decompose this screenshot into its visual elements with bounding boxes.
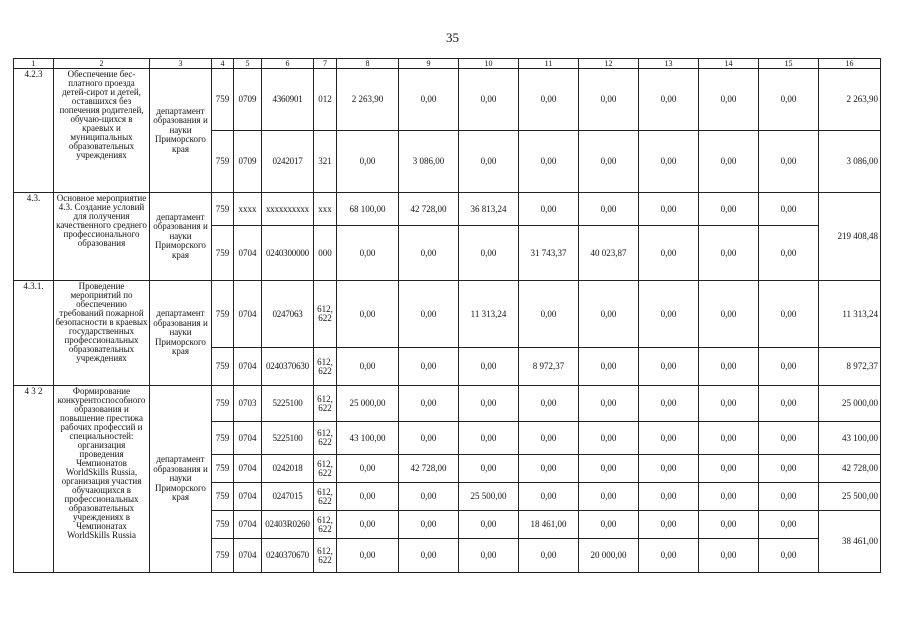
- cell-c6: 02403R0260: [262, 511, 314, 539]
- cell-c15: 0,00: [759, 455, 819, 483]
- cell-c9: 0,00: [399, 281, 459, 348]
- column-header: 11: [519, 59, 579, 69]
- cell-c4: 759: [212, 511, 234, 539]
- cell-c13: 0,00: [639, 69, 699, 131]
- column-header: 1: [14, 59, 54, 69]
- table-row: [14, 281, 881, 348]
- cell-c8: 43 100,00: [337, 422, 399, 455]
- cell-c14: 0,00: [699, 226, 759, 281]
- table-row: [14, 386, 881, 422]
- cell-c13: 0,00: [639, 281, 699, 348]
- cell-c6: 4360901: [262, 69, 314, 131]
- cell-c14: 0,00: [699, 69, 759, 131]
- cell-c10: 0,00: [459, 511, 519, 539]
- column-header: 9: [399, 59, 459, 69]
- cell-c6: хххххххххх: [262, 193, 314, 226]
- cell-c11: 31 743,37: [519, 226, 579, 281]
- cell-c7: 612, 622: [314, 483, 337, 511]
- cell-c9: 3 086,00: [399, 131, 459, 193]
- cell-c14: 0,00: [699, 193, 759, 226]
- cell-c5: 0704: [234, 226, 262, 281]
- cell-c12: 0,00: [579, 348, 639, 386]
- cell-c11: 18 461,00: [519, 511, 579, 539]
- cell-c16: 2 263,90: [819, 69, 881, 131]
- cell-c9: 0,00: [399, 539, 459, 573]
- cell-c6: 0240370630: [262, 348, 314, 386]
- table-row: [14, 69, 881, 131]
- cell-c14: 0,00: [699, 455, 759, 483]
- cell-c12: 0,00: [579, 422, 639, 455]
- cell-c5: 0709: [234, 131, 262, 193]
- cell-c8: 0,00: [337, 539, 399, 573]
- row-department: департамент образования и науки Приморского края: [150, 386, 212, 573]
- cell-c8: 2 263,90: [337, 69, 399, 131]
- cell-c9: 0,00: [399, 511, 459, 539]
- cell-c8: 0,00: [337, 226, 399, 281]
- cell-c4: 759: [212, 226, 234, 281]
- cell-c8: 0,00: [337, 511, 399, 539]
- cell-c15: 0,00: [759, 69, 819, 131]
- cell-c6: 5225100: [262, 422, 314, 455]
- cell-c5: 0704: [234, 511, 262, 539]
- cell-c15: 0,00: [759, 348, 819, 386]
- cell-c15: 0,00: [759, 422, 819, 455]
- cell-c13: 0,00: [639, 348, 699, 386]
- column-header: 14: [699, 59, 759, 69]
- cell-c5: хххх: [234, 193, 262, 226]
- cell-c7: 000: [314, 226, 337, 281]
- cell-c8: 0,00: [337, 455, 399, 483]
- cell-c6: 5225100: [262, 386, 314, 422]
- cell-c13: 0,00: [639, 511, 699, 539]
- cell-c12: 0,00: [579, 69, 639, 131]
- cell-c9: 42 728,00: [399, 193, 459, 226]
- cell-c16: 11 313,24: [819, 281, 881, 348]
- cell-c11: 8 972,37: [519, 348, 579, 386]
- row-id: 4.3.1.: [14, 281, 54, 386]
- cell-c8: 0,00: [337, 348, 399, 386]
- cell-c4: 759: [212, 69, 234, 131]
- row-description: Формирование конкурентоспособного образования и повышение престижа рабочих профессий и специальностей: организация проведения Чемпионатов WorldSkills Russia, организация участия обучающихся в профессиональных образовательных учреждениях в Чемпионатах WorldSkills Russia: [54, 386, 150, 573]
- cell-c10: 11 313,24: [459, 281, 519, 348]
- cell-c4: 759: [212, 455, 234, 483]
- cell-c12: 0,00: [579, 281, 639, 348]
- cell-c11: 0,00: [519, 131, 579, 193]
- cell-c12: 40 023,87: [579, 226, 639, 281]
- cell-c6: 0247063: [262, 281, 314, 348]
- row-id: 4 3 2: [14, 386, 54, 573]
- cell-c9: 0,00: [399, 422, 459, 455]
- cell-c6: 0242018: [262, 455, 314, 483]
- cell-c11: 0,00: [519, 69, 579, 131]
- column-header: 12: [579, 59, 639, 69]
- cell-c6: 0240300000: [262, 226, 314, 281]
- cell-c7: 012: [314, 69, 337, 131]
- column-header: 2: [54, 59, 150, 69]
- cell-c13: 0,00: [639, 483, 699, 511]
- cell-c15: 0,00: [759, 386, 819, 422]
- cell-c10: 25 500,00: [459, 483, 519, 511]
- cell-c7: 612, 622: [314, 386, 337, 422]
- cell-c10: 0,00: [459, 226, 519, 281]
- cell-c4: 759: [212, 281, 234, 348]
- cell-c4: 759: [212, 422, 234, 455]
- cell-c11: 0,00: [519, 193, 579, 226]
- row-id: 4.3.: [14, 193, 54, 281]
- cell-c5: 0704: [234, 539, 262, 573]
- row-department: департамент образования и науки Приморского края: [150, 193, 212, 281]
- cell-c5: 0704: [234, 422, 262, 455]
- column-header: 13: [639, 59, 699, 69]
- cell-c10: 0,00: [459, 386, 519, 422]
- cell-c15: 0,00: [759, 539, 819, 573]
- column-header: 7: [314, 59, 337, 69]
- cell-c8: 0,00: [337, 131, 399, 193]
- cell-c16: 43 100,00: [819, 422, 881, 455]
- cell-c13: 0,00: [639, 455, 699, 483]
- cell-c9: 0,00: [399, 348, 459, 386]
- column-header: 3: [150, 59, 212, 69]
- cell-c10: 0,00: [459, 131, 519, 193]
- cell-c14: 0,00: [699, 483, 759, 511]
- row-department: департамент образования и науки Приморского края: [150, 281, 212, 386]
- cell-c12: 0,00: [579, 193, 639, 226]
- column-header: 5: [234, 59, 262, 69]
- cell-c11: 0,00: [519, 539, 579, 573]
- cell-c7: 612, 622: [314, 422, 337, 455]
- column-header: 8: [337, 59, 399, 69]
- cell-c5: 0704: [234, 281, 262, 348]
- cell-c16: 42 728,00: [819, 455, 881, 483]
- cell-c16: 25 500,00: [819, 483, 881, 511]
- column-header: 10: [459, 59, 519, 69]
- cell-c15: 0,00: [759, 511, 819, 539]
- row-id: 4.2.3: [14, 69, 54, 193]
- cell-c7: 612, 622: [314, 511, 337, 539]
- cell-c10: 0,00: [459, 455, 519, 483]
- cell-c12: 0,00: [579, 386, 639, 422]
- cell-c15: 0,00: [759, 226, 819, 281]
- cell-c11: 0,00: [519, 455, 579, 483]
- cell-c10: 36 813,24: [459, 193, 519, 226]
- cell-c15: 0,00: [759, 131, 819, 193]
- cell-c11: 0,00: [519, 422, 579, 455]
- column-header: 6: [262, 59, 314, 69]
- cell-c5: 0704: [234, 483, 262, 511]
- cell-c13: 0,00: [639, 422, 699, 455]
- cell-c4: 759: [212, 193, 234, 226]
- cell-c12: 20 000,00: [579, 539, 639, 573]
- cell-c5: 0704: [234, 455, 262, 483]
- cell-c12: 0,00: [579, 511, 639, 539]
- cell-c5: 0703: [234, 386, 262, 422]
- header-row: [14, 59, 881, 69]
- cell-c10: 0,00: [459, 69, 519, 131]
- cell-c7: 612, 622: [314, 455, 337, 483]
- cell-c4: 759: [212, 539, 234, 573]
- cell-c15: 0,00: [759, 483, 819, 511]
- cell-c14: 0,00: [699, 131, 759, 193]
- cell-c4: 759: [212, 348, 234, 386]
- cell-c14: 0,00: [699, 386, 759, 422]
- cell-c16: 3 086,00: [819, 131, 881, 193]
- cell-c4: 759: [212, 131, 234, 193]
- cell-c7: 612, 622: [314, 348, 337, 386]
- cell-c16-total: 219 408,48: [819, 193, 881, 281]
- cell-c16: 8 972,37: [819, 348, 881, 386]
- cell-c5: 0709: [234, 69, 262, 131]
- column-header: 4: [212, 59, 234, 69]
- table-row: [14, 193, 881, 226]
- cell-c16-total: 38 461,00: [819, 511, 881, 573]
- cell-c7: 612, 622: [314, 539, 337, 573]
- column-header: 15: [759, 59, 819, 69]
- cell-c8: 0,00: [337, 281, 399, 348]
- row-department: департамент образования и науки Приморского края: [150, 69, 212, 193]
- budget-table: [13, 58, 881, 573]
- cell-c15: 0,00: [759, 193, 819, 226]
- cell-c12: 0,00: [579, 483, 639, 511]
- cell-c11: 0,00: [519, 386, 579, 422]
- page-number: 35: [446, 30, 459, 45]
- cell-c9: 0,00: [399, 483, 459, 511]
- cell-c14: 0,00: [699, 422, 759, 455]
- cell-c13: 0,00: [639, 226, 699, 281]
- cell-c7: 321: [314, 131, 337, 193]
- cell-c13: 0,00: [639, 131, 699, 193]
- row-description: Обеспечение бес-платного проезда детей-сирот и детей, оставшихся без попечения родителей, обучаю-щихся в краевых и муниципальных образовательных учреждениях: [54, 69, 150, 193]
- cell-c16: 25 000,00: [819, 386, 881, 422]
- row-description: Основное мероприятие 4.3. Создание условий для получения качественного среднего профессионального образования: [54, 193, 150, 281]
- cell-c10: 0,00: [459, 348, 519, 386]
- cell-c9: 0,00: [399, 386, 459, 422]
- cell-c10: 0,00: [459, 422, 519, 455]
- cell-c6: 0240370670: [262, 539, 314, 573]
- cell-c7: 612, 622: [314, 281, 337, 348]
- cell-c13: 0,00: [639, 193, 699, 226]
- cell-c8: 25 000,00: [337, 386, 399, 422]
- cell-c8: 68 100,00: [337, 193, 399, 226]
- row-description: Проведение мероприятий по обеспечению требований пожарной безопасности в краевых государственных профессиональных образовательных учреждениях: [54, 281, 150, 386]
- cell-c14: 0,00: [699, 539, 759, 573]
- cell-c4: 759: [212, 483, 234, 511]
- cell-c12: 0,00: [579, 455, 639, 483]
- cell-c14: 0,00: [699, 348, 759, 386]
- cell-c9: 0,00: [399, 226, 459, 281]
- column-header: 16: [819, 59, 881, 69]
- cell-c9: 0,00: [399, 69, 459, 131]
- cell-c12: 0,00: [579, 131, 639, 193]
- cell-c14: 0,00: [699, 511, 759, 539]
- cell-c6: 0247015: [262, 483, 314, 511]
- cell-c13: 0,00: [639, 539, 699, 573]
- cell-c15: 0,00: [759, 281, 819, 348]
- cell-c14: 0,00: [699, 281, 759, 348]
- cell-c8: 0,00: [337, 483, 399, 511]
- cell-c6: 0242017: [262, 131, 314, 193]
- cell-c4: 759: [212, 386, 234, 422]
- cell-c11: 0,00: [519, 483, 579, 511]
- cell-c10: 0,00: [459, 539, 519, 573]
- cell-c5: 0704: [234, 348, 262, 386]
- cell-c7: ххх: [314, 193, 337, 226]
- cell-c13: 0,00: [639, 386, 699, 422]
- cell-c9: 42 728,00: [399, 455, 459, 483]
- cell-c11: 0,00: [519, 281, 579, 348]
